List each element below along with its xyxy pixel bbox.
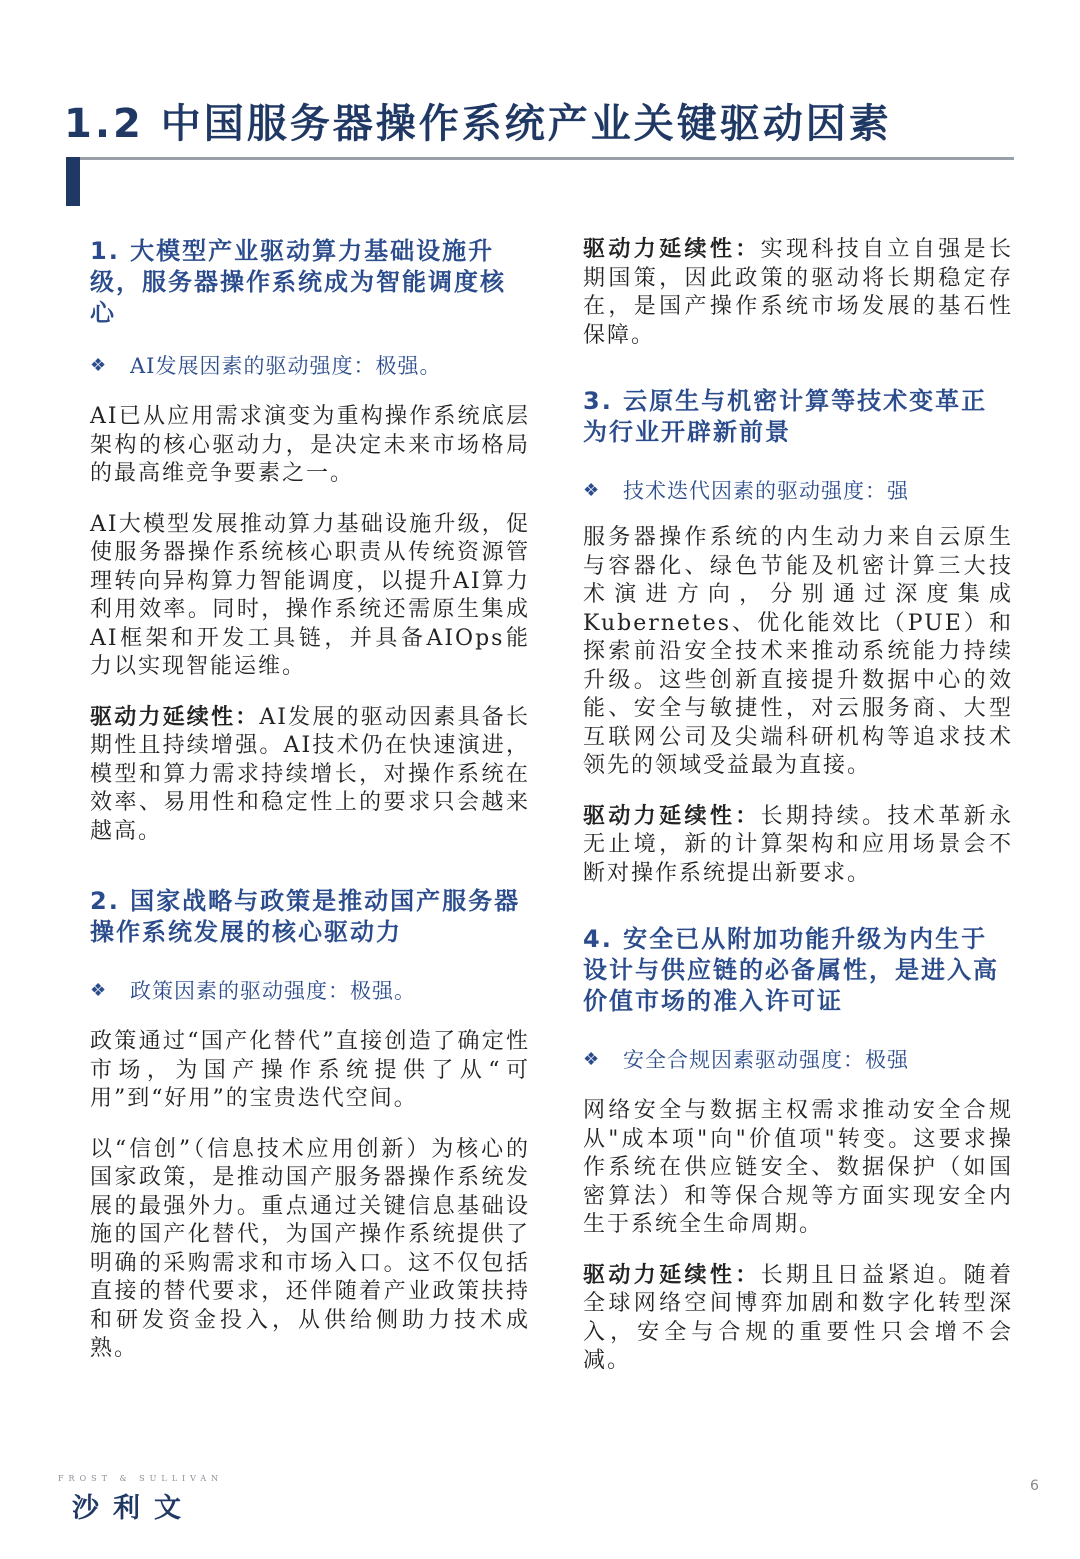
paragraph: AI大模型发展推动算力基础设施升级，促使服务器操作系统核心职责从传统资源管理转向异构算力智能调度，以提升AI算力利用效率。同时，操作系统还需原生集成AI框架和开发工具链，并具备AIOps能力以实现智能运维。: [90, 511, 530, 679]
sustainability-label: 驱动力延续性：: [583, 1262, 761, 1288]
brand-logo-text-cn: 沙利文: [72, 1493, 195, 1524]
sustainability-text: 长期持续。技术革新永无止境，新的计算架构和应用场景会不断对操作系统提出新要求。: [583, 803, 1013, 886]
sustainability-paragraph: [583, 1262, 1013, 1376]
brand-logo-text-en: FROST & SULLIVAN: [58, 1474, 224, 1483]
section-ai: [90, 236, 530, 846]
sustainability-paragraph: [583, 236, 1013, 350]
section-heading: 1. 大模型产业驱动算力基础设施升级，服务器操作系统成为智能调度核心: [90, 237, 506, 327]
sustainability-paragraph: [90, 704, 530, 847]
driver-strength: [583, 1045, 1013, 1075]
sustainability-text: 长期且日益紧迫。随着全球网络空间博弈加剧和数字化转型深入，安全与合规的重要性只会增不会减。: [583, 1262, 1013, 1373]
driver-strength-text: AI发展因素的驱动强度：极强。: [130, 354, 442, 378]
driver-strength-text: 政策因素的驱动强度：极强。: [130, 979, 416, 1003]
left-column: [90, 236, 530, 1364]
section-policy: [90, 886, 530, 1364]
title-accent-bar: [66, 157, 80, 206]
diamond-bullet-icon: ❖: [583, 480, 601, 501]
sustainability-text: 实现科技自立自强是长期国策，因此政策的驱动将长期稳定存在，是国产操作系统市场发展的基石性保障。: [583, 237, 1013, 348]
paragraph: 以“信创”（信息技术应用创新）为核心的国家政策，是推动国产服务器操作系统发展的最强外力。重点通过关键信息基础设施的国产化替代，为国产操作系统提供了明确的采购需求和市场入口。这不仅包括直接的替代要求，还伴随着产业政策扶持和研发资金投入，从供给侧助力技术成熟。: [90, 1136, 530, 1361]
sustainability-text: AI发展的驱动因素具备长期性且持续增强。AI技术仍在快速演进，模型和算力需求持续增长，对操作系统在效率、易用性和稳定性上的要求只会越来越高。: [90, 704, 530, 844]
section-heading: 4. 安全已从附加功能升级为内生于设计与供应链的必备属性，是进入高价值市场的准入许可证: [583, 925, 999, 1015]
driver-strength: [90, 351, 530, 381]
section-heading: 3. 云原生与机密计算等技术变革正为行业开辟新前景: [583, 387, 988, 446]
diamond-bullet-icon: ❖: [90, 980, 108, 1001]
title-divider: [66, 157, 1014, 160]
section-security: [583, 924, 1013, 1376]
section-technology: [583, 386, 1013, 888]
driver-strength: [90, 976, 530, 1006]
paragraph: AI已从应用需求演变为重构操作系统底层架构的核心驱动力，是决定未来市场格局的最高维竞争要素之一。: [90, 404, 530, 486]
page-title: 1.2 中国服务器操作系统产业关键驱动因素: [64, 101, 892, 147]
driver-strength-text: 技术迭代因素的驱动强度：强: [623, 479, 909, 503]
diamond-bullet-icon: ❖: [583, 1049, 601, 1070]
paragraph: 服务器操作系统的内生动力来自云原生与容器化、绿色节能及机密计算三大技术演进方向，分别通过深度集成Kubernetes、优化能效比（PUE）和探索前沿安全技术来推动系统能力持续升级。这些创新直接提升数据中心的效能、安全与敏捷性，对云服务商、大型互联网公司及尖端科研机构等追求技术领先的领域受益最为直接。: [583, 525, 1013, 778]
sustainability-paragraph: [583, 803, 1013, 889]
sustainability-label: 驱动力延续性：: [583, 803, 761, 829]
sustainability-label: 驱动力延续性：: [90, 704, 260, 730]
page-number: 6: [1030, 1478, 1039, 1494]
driver-strength-text: 安全合规因素驱动强度：极强: [623, 1048, 909, 1072]
driver-strength: [583, 476, 1013, 506]
paragraph: 网络安全与数据主权需求推动安全合规从"成本项"向"价值项"转变。这要求操作系统在供应链安全、数据保护（如国密算法）和等保合规等方面实现安全内生于系统全生命周期。: [583, 1098, 1013, 1237]
paragraph: 政策通过“国产化替代”直接创造了确定性市场，为国产操作系统提供了从“可用”到“好用”的宝贵迭代空间。: [90, 1029, 530, 1111]
diamond-bullet-icon: ❖: [90, 355, 108, 376]
sustainability-label: 驱动力延续性：: [583, 237, 761, 262]
section-heading: 2. 国家战略与政策是推动国产服务器操作系统发展的核心驱动力: [90, 887, 521, 946]
right-column: [583, 236, 1013, 1376]
